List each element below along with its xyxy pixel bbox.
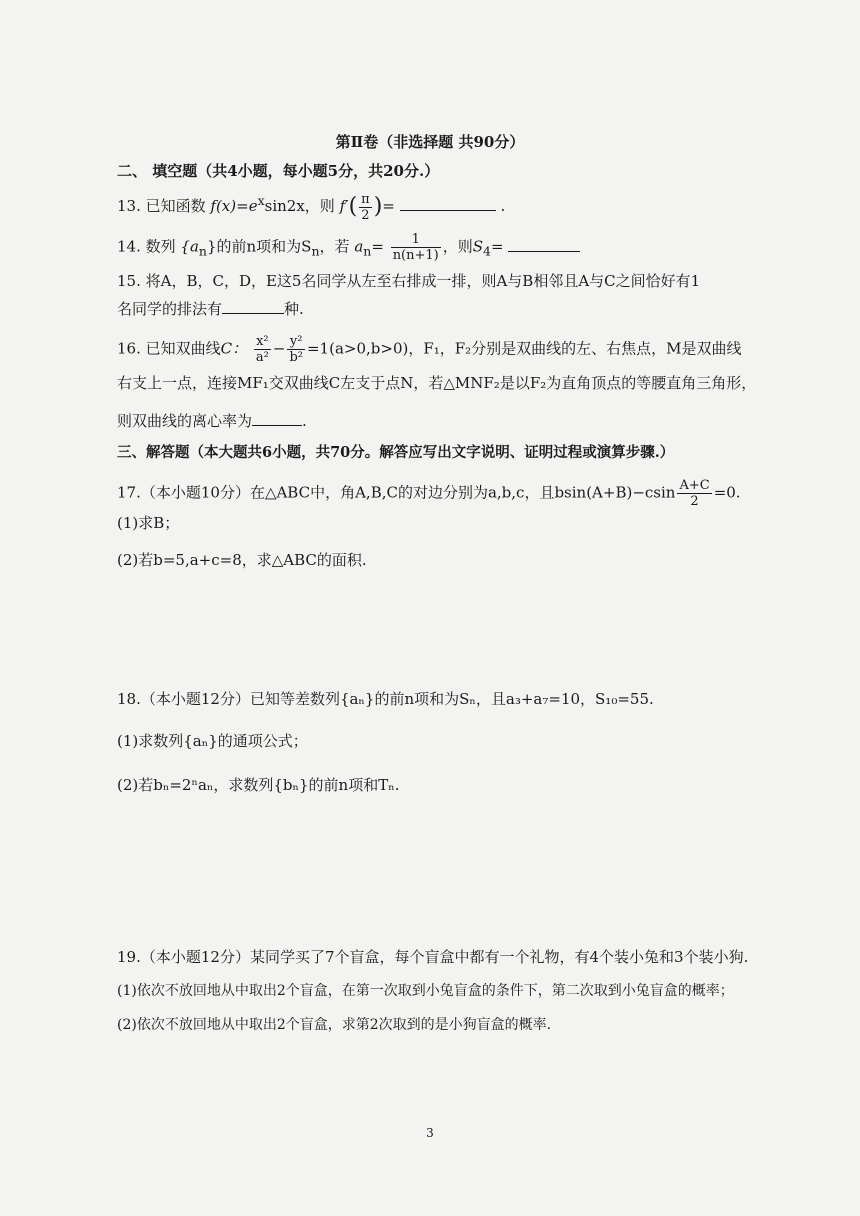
q14-frac-den: n(n+1) bbox=[392, 248, 439, 263]
q14-seq-end: } bbox=[206, 237, 217, 256]
question-19-line-1: 19.（本小题12分）某同学买了7个盲盒，每个盲盒中都有一个礼物，有4个装小兔和3个装小狗. bbox=[117, 948, 749, 966]
q13-frac-num: π bbox=[361, 191, 370, 207]
question-15-line-1: 15. 将A，B，C，D，E这5名同学从左至右排成一排，则A与B相邻且A与C之间恰好有1 bbox=[117, 272, 701, 290]
q14-text-b: 的前n项和为S bbox=[216, 237, 312, 256]
question-19-part-1: (1)依次不放回地从中取出2个盲盒，在第一次取到小兔盲盒的条件下，第二次取到小兔盲盒的概率； bbox=[117, 983, 734, 999]
q14-text-d: ，则 bbox=[442, 237, 473, 256]
q14-text-a: 14. 数列 bbox=[117, 237, 176, 256]
question-18-part-2: (2)若bₙ=2ⁿaₙ，求数列{bₙ}的前n项和Tₙ. bbox=[117, 776, 400, 794]
q14-fraction bbox=[391, 232, 441, 263]
q14-text-c: ，若 bbox=[319, 237, 350, 256]
q14-s4-sub: 4 bbox=[483, 243, 491, 259]
q14-an-eq: = bbox=[371, 237, 384, 256]
q16-fraction-x bbox=[254, 334, 271, 365]
q16-minus: − bbox=[272, 339, 286, 358]
page-number: 3 bbox=[426, 1126, 434, 1140]
solve-heading: 三、解答题（本大题共6小题，共70分。解答应写出文字说明、证明过程或演算步骤.） bbox=[117, 444, 675, 461]
q17-text-b: =0. bbox=[713, 483, 741, 502]
q15-answer-blank[interactable] bbox=[222, 299, 284, 314]
question-16-line-1 bbox=[117, 334, 742, 365]
question-15-line-2 bbox=[117, 298, 304, 320]
question-17-line-1 bbox=[117, 478, 741, 509]
q13-derivative: f′ bbox=[339, 197, 349, 215]
q13-text: 13. 已知函数 bbox=[117, 197, 206, 215]
q17-frac-den: 2 bbox=[690, 494, 699, 509]
question-16-line-3 bbox=[117, 410, 307, 432]
q13-exponent: x bbox=[257, 193, 265, 208]
q17-text-a: 17.（本小题10分）在△ABC中，角A,B,C的对边分别为a,b,c，且bsin(A+B)−csin bbox=[117, 483, 676, 502]
q17-fraction bbox=[677, 478, 711, 509]
q16-fx-den: a² bbox=[255, 350, 269, 365]
section-title: 第Ⅱ卷（非选择题 共90分） bbox=[335, 133, 525, 151]
q13-function: f(x)=e bbox=[210, 197, 258, 215]
q14-seq-sub: n bbox=[198, 243, 207, 259]
q14-s4: S bbox=[472, 237, 484, 256]
q16-text-d: . bbox=[302, 412, 307, 430]
question-18-line-1: 18.（本小题12分）已知等差数列{aₙ}的前n项和为Sₙ，且a₃+a₇=10，S₁₀=55. bbox=[117, 690, 654, 708]
q16-text-c: 则双曲线的离心率为 bbox=[117, 412, 253, 430]
question-13: 13. 已知函数 $f(x)=e^x\sin 2x$，则 f′( $\frac{\pi}{2}$ )= . bbox=[117, 191, 506, 223]
q13-fraction bbox=[359, 192, 372, 223]
q16-fraction-y bbox=[287, 334, 305, 365]
q17-frac-num: A+C bbox=[679, 478, 710, 493]
question-17-part-2: (2)若b=5,a+c=8，求△ABC的面积. bbox=[117, 551, 367, 569]
q15-text-b: 种. bbox=[284, 300, 304, 318]
q16-condition: =1(a>0,b>0)，F₁，F₂分别是双曲线的左、右焦点，M是双曲线 bbox=[306, 339, 742, 358]
q15-text-a: 名同学的排法有 bbox=[117, 300, 223, 318]
question-16-line-2: 右支上一点，连接MF₁交双曲线C左支于点N，若△MNF₂是以F₂为直角顶点的等腰直角三角形， bbox=[117, 374, 757, 392]
q13-answer-blank[interactable] bbox=[400, 196, 496, 211]
q14-an: a bbox=[354, 237, 364, 256]
q16-answer-blank[interactable] bbox=[252, 411, 302, 426]
question-18-part-1: (1)求数列{aₙ}的通项公式； bbox=[117, 732, 308, 750]
q16-fy-den: b² bbox=[289, 350, 303, 365]
question-14 bbox=[117, 232, 580, 263]
q16-curve: C： bbox=[220, 339, 248, 358]
question-19-part-2: (2)依次不放回地从中取出2个盲盒，求第2次取到的是小狗盲盒的概率. bbox=[117, 1017, 552, 1033]
q14-answer-blank[interactable] bbox=[508, 237, 580, 252]
fill-in-heading: 二、 填空题（共4小题，每小题5分，共20分.） bbox=[117, 162, 440, 180]
q16-fy-num: y² bbox=[287, 334, 305, 350]
q14-sn-sub: n bbox=[311, 243, 320, 259]
q16-fx-num: x² bbox=[254, 334, 271, 350]
q14-an-sub: n bbox=[363, 243, 372, 259]
q13-end: . bbox=[500, 197, 506, 215]
q14-s4-eq: = bbox=[491, 237, 504, 256]
q14-seq: {a bbox=[180, 237, 199, 256]
q13-function-rest: sin2x，则 bbox=[264, 197, 335, 215]
q13-frac-den: 2 bbox=[361, 207, 370, 223]
q14-frac-num: 1 bbox=[391, 232, 441, 248]
q13-equals: = bbox=[382, 197, 395, 215]
q16-text-a: 16. 已知双曲线 bbox=[117, 339, 221, 358]
question-17-part-1: (1)求B； bbox=[117, 514, 180, 532]
